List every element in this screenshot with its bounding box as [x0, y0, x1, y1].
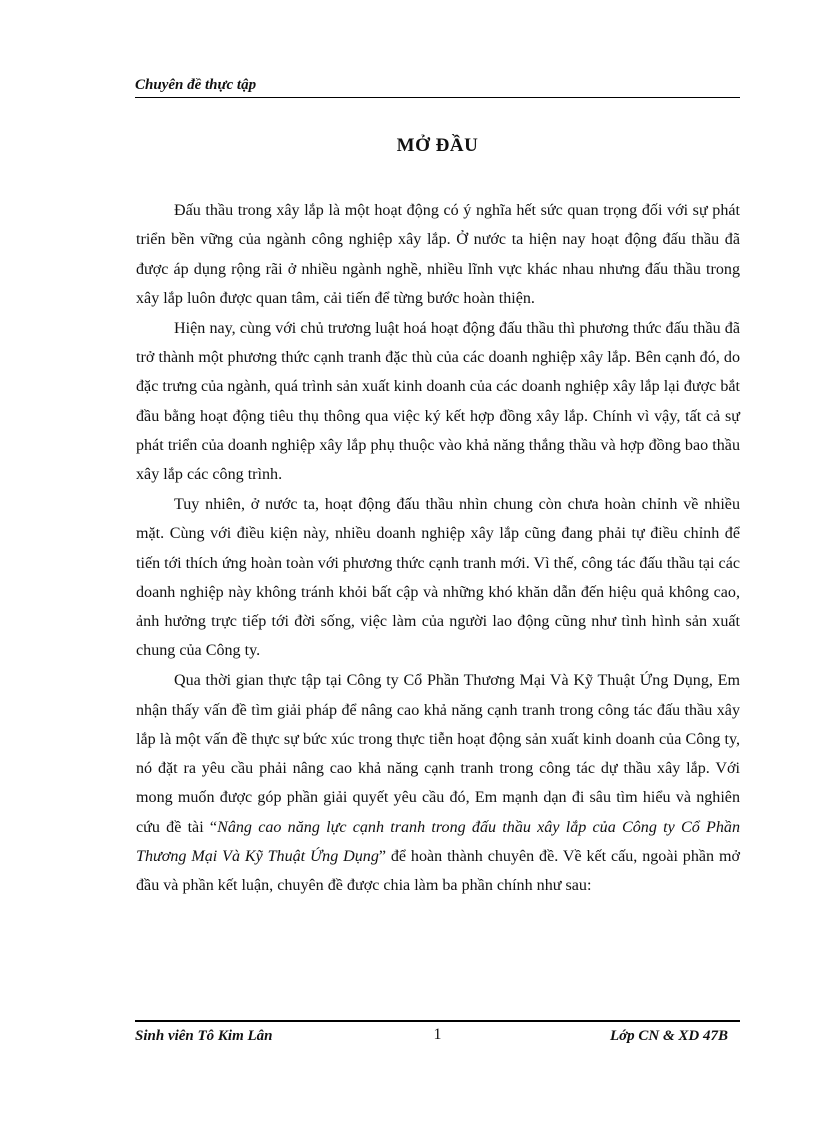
paragraph-2: Hiện nay, cùng với chủ trương luật hoá hoạt động đấu thầu thì phương thức đấu thầu đã trở thành một phương thức cạnh tranh đặc thù của các doanh nghiệp xây lắp. Bên cạnh đó, do đặc trưng của ngành, quá trình sản xuất kinh doanh của các doanh nghiệp xây lắp lại được bắt đầu bằng hoạt động tiêu thụ thông qua việc ký kết hợp đồng xây lắp. Chính vì vậy, tất cả sự phát triển của doanh nghiệp xây lắp phụ thuộc vào khả năng thắng thầu và hợp đồng bao thầu xây lắp các công trình.	[136, 319, 740, 484]
page-footer	[135, 1020, 740, 1050]
header-divider	[135, 97, 740, 98]
footer-student-name: Sinh viên Tô Kim Lân	[135, 1028, 273, 1044]
footer-divider	[135, 1020, 740, 1022]
paragraph-1: Đấu thầu trong xây lắp là một hoạt động có ý nghĩa hết sức quan trọng đối với sự phát triển bền vững của ngành công nghiệp xây lắp. Ở nước ta hiện nay hoạt động đấu thầu đã được áp dụng rộng rãi ở nhiều ngành nghề, nhiều lĩnh vực khác nhau nhưng đấu thầu trong xây lắp luôn được quan tâm, cải tiến để từng bước hoàn thiện.	[136, 202, 740, 307]
paragraph-4-text-end: ” để hoàn thành chuyên đề. Về kết cấu, ngoài phần mở đầu và phần kết luận, chuyên đề được chia làm ba phần chính như sau:	[136, 848, 740, 895]
document-body	[136, 196, 740, 901]
paragraph-4-text: Qua thời gian thực tập tại Công ty Cổ Phần Thương Mại Và Kỹ Thuật Ứng Dụng, Em nhận thấy vấn đề tìm giải pháp để nâng cao khả năng cạnh tranh trong công tác đấu thầu xây lắp là một vấn đề thực sự bức xúc trong thực tiễn hoạt động sản xuất kinh doanh của Công ty, nó đặt ra yêu cầu phải nâng cao khả năng cạnh tranh trong công tác dự thầu xây lắp. Với mong muốn được góp phần giải quyết yêu cầu đó, Em mạnh dạn đi sâu tìm hiểu và nghiên cứu đề tài “	[136, 672, 740, 836]
footer-class-name: Lớp CN & XD 47B	[609, 1028, 728, 1044]
paragraph-4	[136, 666, 740, 900]
footer-row	[135, 1028, 740, 1050]
header-title: Chuyên đề thực tập	[135, 77, 257, 93]
paragraph-3: Tuy nhiên, ở nước ta, hoạt động đấu thầu nhìn chung còn chưa hoàn chỉnh về nhiều mặt. Cùng với điều kiện này, nhiều doanh nghiệp xây lắp cũng đang phải tự điều chỉnh để tiến tới thích ứng hoàn toàn với phương thức cạnh tranh mới. Vì thế, công tác đấu thầu tại các doanh nghiệp này không tránh khỏi bất cập và những khó khăn dẫn đến hiệu quả không cao, ảnh hưởng trực tiếp tới đời sống, việc làm của người lao động cũng như tình hình sản xuất chung của Công ty.	[136, 495, 740, 660]
page-number: 1	[433, 1026, 442, 1043]
thesis-topic-title: Nâng cao năng lực cạnh tranh trong đấu thầu xây lắp của Công ty Cổ Phần Thương Mại Và Kỹ Thuật Ứng Dụng	[136, 818, 740, 866]
page-header	[135, 76, 740, 98]
page-title: MỞ ĐẦU	[396, 135, 479, 156]
